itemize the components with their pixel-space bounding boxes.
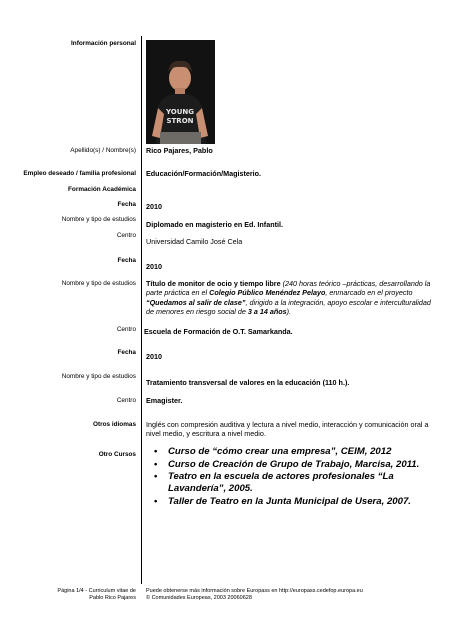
footer-page-line-2: Pablo Rico Pajares — [89, 595, 136, 601]
footer-info-line-2: © Comunidades Europeas, 2003 20060628 — [146, 595, 252, 601]
column-separator — [141, 36, 142, 584]
entry-1-title: Diplomado en magisterio en Ed. Infantil. — [146, 220, 283, 229]
studies-label: Nombre y tipo de estudios — [61, 216, 136, 223]
date-label: Fecha — [117, 257, 136, 264]
entry-3-title: Tratamiento transversal de valores en la educación (110 h.). — [146, 378, 350, 387]
svg-text:STRON: STRON — [166, 117, 194, 125]
center-label: Centro — [116, 326, 136, 333]
entry-2-desc-4: “Quedamos al salir de clase” — [146, 297, 246, 307]
studies-label: Nombre y tipo de estudios — [61, 373, 136, 380]
studies-label: Nombre y tipo de estudios — [61, 280, 136, 287]
course-item: • Curso de Creación de Grupo de Trabajo, Marcisa, 2011. — [152, 459, 442, 471]
name-label: Apellido(s) / Nombre(s) — [70, 147, 136, 154]
courses-label: Otro Cursos — [98, 451, 136, 458]
section-label-education: Formación Académica — [68, 186, 136, 193]
date-label: Fecha — [117, 349, 136, 356]
entry-2-title — [146, 279, 436, 317]
entry-2-title-strong: Título de monitor de ocio y tiempo libre — [146, 279, 281, 288]
job-label: Empleo deseado / familia profesional — [23, 170, 136, 177]
center-label: Centro — [116, 232, 136, 239]
footer-europass-info — [146, 588, 446, 602]
course-item: • Curso de “cómo crear una empresa”, CEIM, 2012 — [152, 446, 442, 458]
entry-1-center: Universidad Camilo José Cela — [146, 237, 243, 246]
entry-2-center: Escuela de Formación de O.T. Samarkanda. — [144, 327, 293, 336]
entry-2-desc-2: Colegio Público Menéndez Pelayo — [209, 288, 326, 298]
entry-2-desc-6: 3 a 14 años — [247, 307, 287, 317]
date-label: Fecha — [117, 201, 136, 208]
footer-page-info — [0, 588, 136, 602]
footer-page-line-1: Página 1/4 - Curriculum vitae de — [57, 588, 136, 594]
svg-text:YOUNG: YOUNG — [165, 108, 195, 116]
entry-3-date: 2010 — [146, 352, 162, 361]
entry-2-desc-7: ). — [286, 307, 292, 317]
languages-label: Otros idiomas — [93, 421, 136, 428]
entry-2-desc-3: , enmarcado en el proyecto — [325, 288, 413, 298]
job-value: Educación/Formación/Magisterio. — [146, 169, 262, 178]
profile-photo — [146, 40, 215, 144]
entry-2-date: 2010 — [146, 262, 162, 271]
entry-2-desc-1: (240 horas teórico –prácticas, desarrollando la parte práctica en el — [146, 279, 431, 298]
course-item: • Taller de Teatro en la Junta Municipal de Usera, 2007. — [152, 496, 442, 508]
entry-3-center: Emagister. — [146, 396, 183, 405]
footer-info-line-1: Puede obtenerse más información sobre Europass en http://europass.cedefop.europa.eu — [146, 588, 363, 594]
languages-value: Inglés con compresión auditiva y lectura a nivel medio, interacción y comunicación oral a nivel medio, y escritura a nivel medio. — [146, 420, 429, 439]
center-label: Centro — [116, 397, 136, 404]
courses-list — [152, 446, 442, 508]
full-name: Rico Pajares, Pablo — [146, 146, 213, 155]
entry-2-desc-5: , dirigido a la integración, apoyo escolar e interculturalidad de menores en riesgo social de — [146, 297, 431, 317]
entry-1-date: 2010 — [146, 202, 162, 211]
section-label-personal: Información personal — [71, 40, 136, 47]
course-item: • Teatro en la escuela de actores profesionales “La Lavandería”, 2005. — [152, 471, 442, 495]
